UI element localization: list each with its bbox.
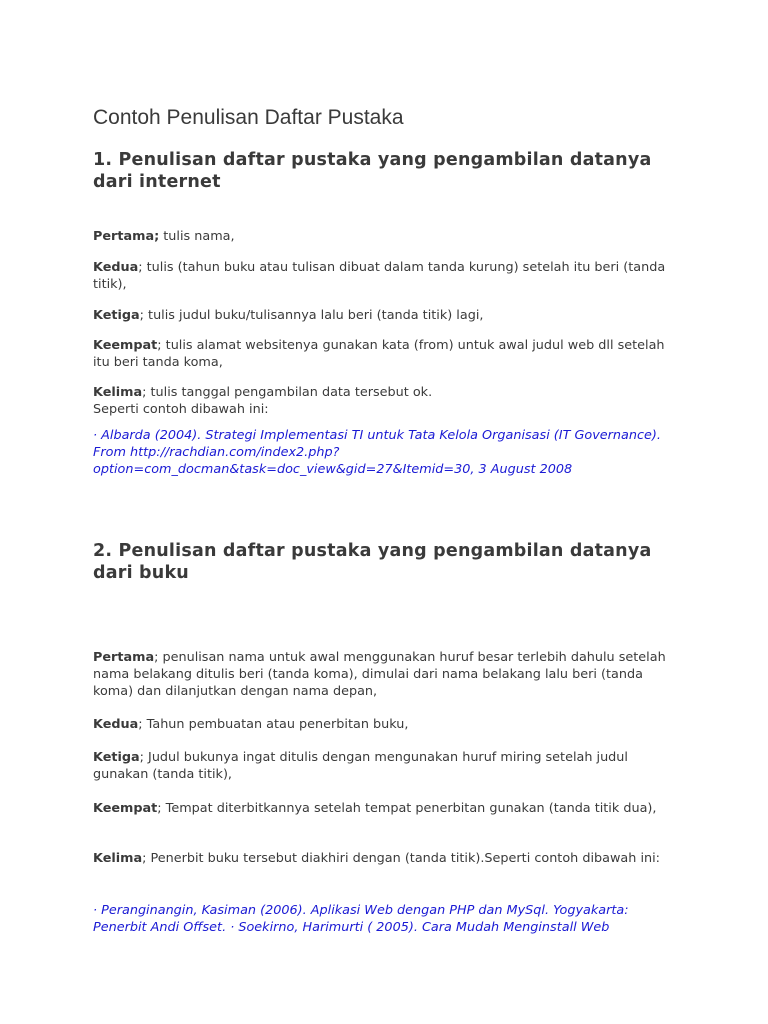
s1-example-reference: · Albarda (2004). Strategi Implementasi TI untuk Tata Kelola Organisasi (IT Governance). From http://rachdian.com/index2.php?option=com_docman&task=doc_view&gid=27&Itemid=30, 3 August 2008 [93, 428, 661, 477]
s2-item-3-label: Ketiga [93, 750, 140, 765]
s1-item-2 [93, 259, 671, 293]
s1-item-2-text: ; tulis (tahun buku atau tulisan dibuat dalam tanda kurung) setelah itu beri (tanda titik), [93, 260, 666, 292]
s1-item-5-text: ; tulis tanggal pengambilan data tersebut ok. [142, 385, 433, 400]
s1-item-3-label: Ketiga [93, 308, 140, 323]
s2-item-2-label: Kedua [93, 717, 139, 732]
s2-item-2 [93, 716, 671, 733]
s1-item-1 [93, 228, 671, 245]
section-1-heading: 1. Penulisan daftar pustaka yang pengambilan datanya dari internet [93, 150, 652, 192]
s2-item-4-text: ; Tempat diterbitkannya setelah tempat penerbitan gunakan (tanda titik dua), [157, 801, 657, 816]
s2-item-2-text: ; Tahun pembuatan atau penerbitan buku, [138, 717, 409, 732]
s2-item-4 [93, 800, 671, 817]
s1-item-4-text: ; tulis alamat websitenya gunakan kata (from) untuk awal judul web dll setelah itu beri tanda koma, [93, 338, 665, 370]
s1-item-2-label: Kedua [93, 260, 139, 275]
s1-item-4 [93, 337, 671, 371]
s2-item-1-label: Pertama [93, 650, 155, 665]
s2-item-1-text: ; penulisan nama untuk awal menggunakan huruf besar terlebih dahulu setelah nama belakang ditulis beri (tanda koma), dimulai dari nama belakang lalu beri (tanda koma) dan dilanjutkan dengan nama depan, [93, 650, 666, 699]
s1-item-1-label: Pertama; [93, 229, 160, 244]
s1-item-4-label: Keempat [93, 338, 158, 353]
s1-example-intro: Seperti contoh dibawah ini: [93, 402, 269, 417]
s2-item-3 [93, 749, 671, 783]
s2-item-4-label: Keempat [93, 801, 158, 816]
s2-item-5 [93, 850, 671, 867]
section-2-heading: 2. Penulisan daftar pustaka yang pengambilan datanya dari buku [93, 541, 652, 583]
s2-example-reference: · Peranginangin, Kasiman (2006). Aplikasi Web dengan PHP dan MySql. Yogyakarta: Penerbit Andi Offset. · Soekirno, Harimurti ( 2005). Cara Mudah Menginstall Web [93, 903, 629, 935]
s2-item-5-label: Kelima [93, 851, 143, 866]
page-title: Contoh Penulisan Daftar Pustaka [93, 106, 404, 129]
s1-item-5 [93, 384, 671, 418]
s1-item-3-text: ; tulis judul buku/tulisannya lalu beri (tanda titik) lagi, [139, 308, 484, 323]
s1-item-1-text: tulis nama, [159, 229, 235, 244]
s2-item-3-text: ; Judul bukunya ingat ditulis dengan mengunakan huruf miring setelah judul gunakan (tanda titik), [93, 750, 628, 782]
s1-item-3 [93, 307, 671, 324]
s2-item-5-text: ; Penerbit buku tersebut diakhiri dengan (tanda titik).Seperti contoh dibawah ini: [142, 851, 660, 866]
s1-item-5-label: Kelima [93, 385, 143, 400]
s2-item-1 [93, 649, 671, 700]
